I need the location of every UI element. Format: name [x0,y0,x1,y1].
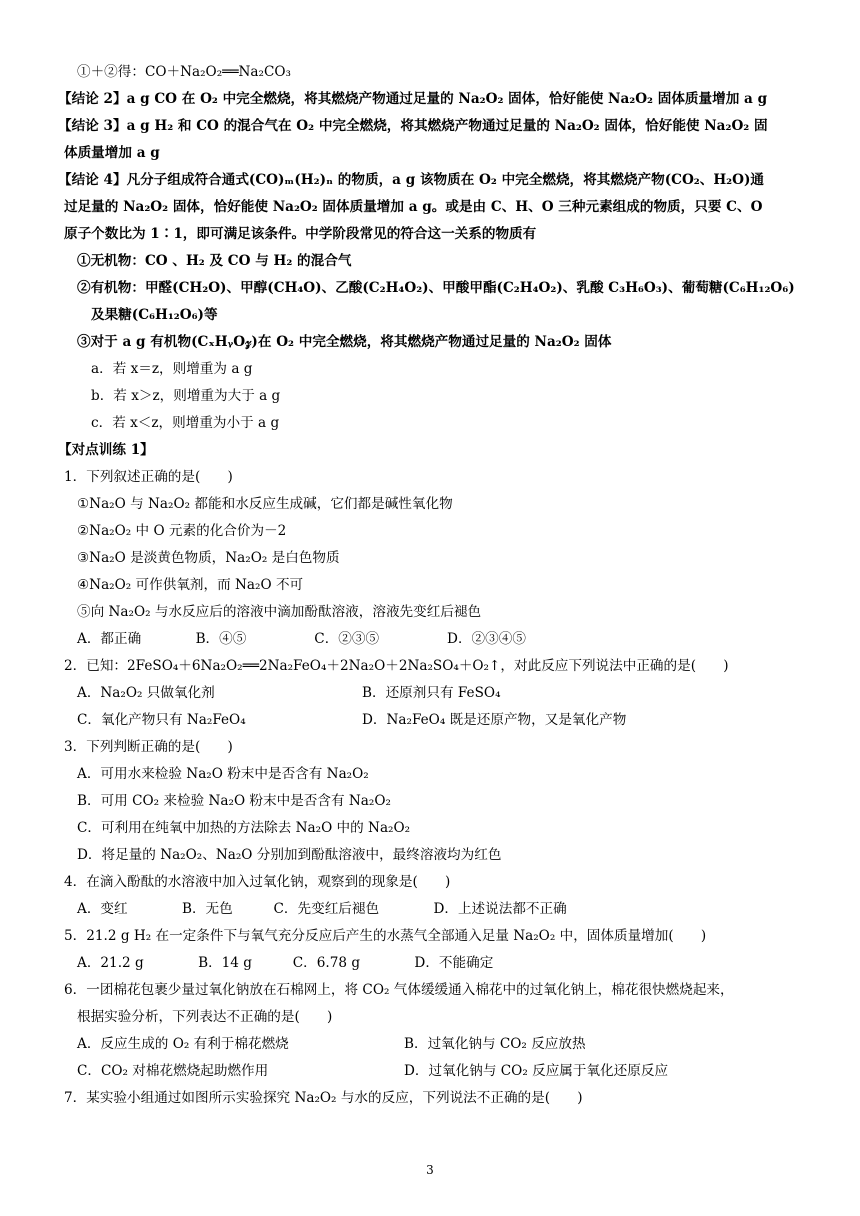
q1-statement-2: ②Na₂O₂ 中 O 元素的化合价为－2 [77,523,287,539]
organic-list: ②有机物：甲醛(CH₂O)、甲醇(CH₄O)、乙酸(C₂H₄O₂)、甲酸甲酯(C₂H₄O₂)、乳酸 C₃H₆O₃)、葡萄糖(C₆H₁₂O₆) [77,280,795,296]
rule-c: c．若 x＜z，则增重为小于 a g [91,415,280,431]
q1-statement-1: ①Na₂O 与 Na₂O₂ 都能和水反应生成碱，它们都是碱性氧化物 [77,496,453,512]
q2-option-c: C．氧化产物只有 Na₂FeO₄ [77,712,246,728]
conclusion-4: 【结论 4】凡分子组成符合通式(CO)ₘ(H₂)ₙ 的物质，a g 该物质在 O₂ 中完全燃烧，将其燃烧产物(CO₂、H₂O)通 [58,172,765,188]
inorganic-list: ①无机物：CO 、H₂ 及 CO 与 H₂ 的混合气 [77,253,352,269]
organic-list-cont: 及果糖(C₆H₁₂O₆)等 [91,307,218,323]
question-1: 1．下列叙述正确的是( ) [64,469,233,485]
conclusion-3: 【结论 3】a g H₂ 和 CO 的混合气在 O₂ 中完全燃烧，将其燃烧产物通过足量的 Na₂O₂ 固体，恰好能使 Na₂O₂ 固 [58,118,768,134]
q3-option-d: D．将足量的 Na₂O₂、Na₂O 分别加到酚酞溶液中，最终溶液均为红色 [77,847,502,863]
q1-statement-5: ⑤向 Na₂O₂ 与水反应后的溶液中滴加酚酞溶液，溶液先变红后褪色 [77,604,482,620]
q6-option-c: C．CO₂ 对棉花燃烧起助燃作用 [77,1063,269,1079]
rule-a: a．若 x＝z，则增重为 a g [91,361,253,377]
q5-options: A．21.2 g B．14 g C．6.78 g D．不能确定 [77,955,494,971]
q6-option-d: D．过氧化钠与 CO₂ 反应属于氧化还原反应 [404,1063,669,1079]
question-4: 4．在滴入酚酞的水溶液中加入过氧化钠，观察到的现象是( ) [64,874,451,890]
q1-statement-3: ③Na₂O 是淡黄色物质，Na₂O₂ 是白色物质 [77,550,340,566]
q3-option-c: C．可利用在纯氧中加热的方法除去 Na₂O 中的 Na₂O₂ [77,820,411,836]
q2-option-b: B．还原剂只有 FeSO₄ [362,685,501,701]
q3-option-a: A．可用水来检验 Na₂O 粉末中是否含有 Na₂O₂ [77,766,369,782]
question-7: 7．某实验小组通过如图所示实验探究 Na₂O₂ 与水的反应，下列说法不正确的是( ) [64,1090,583,1106]
training-heading: 【对点训练 1】 [58,442,154,458]
q2-option-d: D．Na₂FeO₄ 既是还原产物，又是氧化产物 [362,712,627,728]
question-5: 5．21.2 g H₂ 在一定条件下与氧气充分反应后产生的水蒸气全部通入足量 Na₂O₂ 中，固体质量增加( ) [64,928,707,944]
conclusion-4-cont-2: 原子个数比为 1∶1，即可满足该条件。中学阶段常见的符合这一关系的物质有 [64,226,537,242]
q2-option-a: A．Na₂O₂ 只做氧化剂 [77,685,215,701]
question-6-cont: 根据实验分析，下列表达不正确的是( ) [77,1009,333,1025]
conclusion-4-cont-1: 过足量的 Na₂O₂ 固体，恰好能使 Na₂O₂ 固体质量增加 a g。或是由 C、H、O 三种元素组成的物质，只要 C、O [64,199,763,215]
question-6: 6．一团棉花包裹少量过氧化钠放在石棉网上，将 CO₂ 气体缓缓通入棉花中的过氧化钠上，棉花很快燃烧起来， [64,982,734,998]
q1-statement-4: ④Na₂O₂ 可作供氧剂，而 Na₂O 不可 [77,577,304,593]
page-number: 3 [426,1163,434,1177]
q4-options: A．变红 B．无色 C．先变红后褪色 D．上述说法都不正确 [77,901,567,917]
organic-rule: ③对于 a g 有机物(CₓHᵧO𝓏)在 O₂ 中完全燃烧，将其燃烧产物通过足量的 Na₂O₂ 固体 [77,334,612,350]
question-2: 2．已知：2FeSO₄＋6Na₂O₂══2Na₂FeO₄＋2Na₂O＋2Na₂SO₄＋O₂↑，对此反应下列说法中正确的是( ) [64,658,729,674]
conclusion-3-cont: 体质量增加 a g [64,145,160,161]
rule-b: b．若 x＞z，则增重为大于 a g [91,388,281,404]
q6-option-b: B．过氧化钠与 CO₂ 反应放热 [404,1036,586,1052]
question-3: 3．下列判断正确的是( ) [64,739,233,755]
q3-option-b: B．可用 CO₂ 来检验 Na₂O 粉末中是否含有 Na₂O₂ [77,793,391,809]
conclusion-2: 【结论 2】a g CO 在 O₂ 中完全燃烧，将其燃烧产物通过足量的 Na₂O₂ 固体，恰好能使 Na₂O₂ 固体质量增加 a g [58,91,768,107]
q1-options: A．都正确 B．④⑤ C．②③⑤ D．②③④⑤ [77,631,526,647]
q6-option-a: A．反应生成的 O₂ 有利于棉花燃烧 [77,1036,289,1052]
equation-line: ①＋②得：CO＋Na₂O₂══Na₂CO₃ [77,64,291,80]
